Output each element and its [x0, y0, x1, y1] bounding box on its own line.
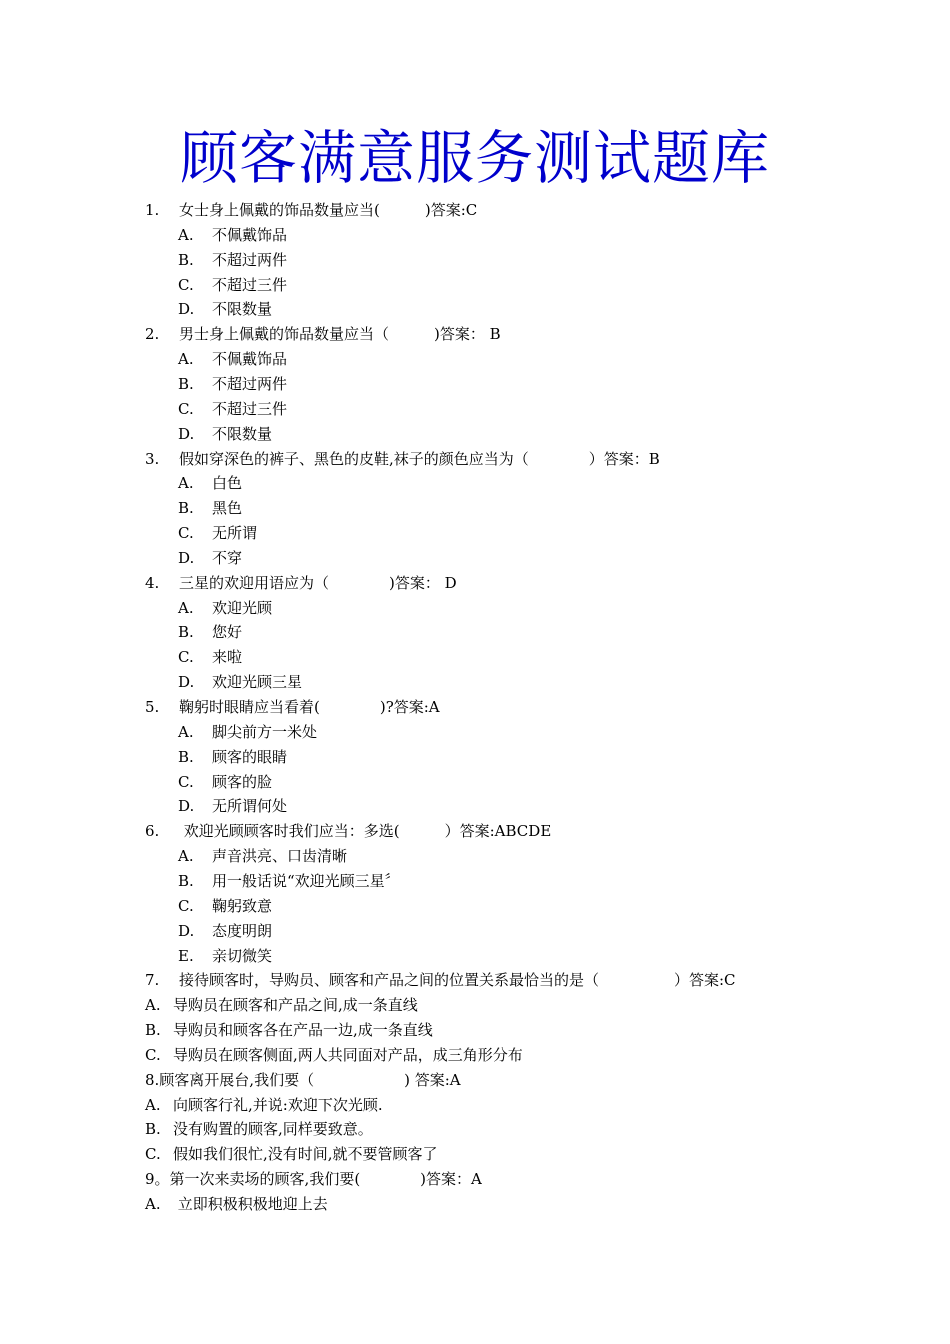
item-number: C. [178, 648, 194, 667]
item-number: D. [178, 300, 195, 319]
option-line [178, 546, 242, 571]
item-text: 导购员在顾客和产品之间,成一条直线 [173, 996, 418, 1015]
item-number: D. [178, 548, 195, 567]
item-text: 脚尖前方一米处 [212, 722, 318, 741]
option-line [178, 894, 272, 919]
option-line [178, 397, 287, 422]
item-text: 立即积极积极地迎上去 [173, 1195, 328, 1213]
question-line [145, 695, 440, 720]
question-line [145, 322, 501, 347]
option-line [178, 521, 257, 546]
item-number: B. [178, 623, 194, 642]
item-text: 男士身上佩戴的饰品数量应当（ )答案： B [179, 325, 501, 344]
option-line [178, 670, 302, 695]
item-text: 不限数量 [212, 300, 273, 319]
item-text: 亲切微笑 [212, 946, 273, 965]
item-number: A. [178, 722, 194, 741]
question-line [145, 447, 660, 472]
option-line [178, 794, 287, 819]
item-text: 不穿 [212, 548, 243, 567]
item-number: C. [178, 524, 194, 543]
item-number: D. [178, 921, 195, 940]
item-number: A. [178, 598, 194, 617]
item-number: B. [178, 250, 194, 269]
item-number: A. [145, 996, 161, 1015]
item-text: 三星的欢迎用语应为（ )答案： D [179, 573, 457, 592]
option-line [178, 471, 242, 496]
document-title: 顾客满意服务测试题库 [179, 124, 770, 192]
option-line [178, 720, 317, 745]
option-line [178, 372, 287, 397]
item-text: 态度明朗 [212, 921, 273, 940]
option-line [145, 993, 418, 1018]
item-text: 8.顾客离开展台,我们要（ ) 答案:A [145, 1070, 461, 1089]
option-line [178, 297, 272, 322]
option-line [178, 944, 272, 969]
item-text: 白色 [212, 474, 243, 493]
question-line [145, 819, 551, 844]
option-line [145, 1068, 461, 1093]
option-line [145, 1167, 482, 1192]
item-text: 向顾客行礼,并说:欢迎下次光顾. [173, 1095, 383, 1114]
item-text: 假如我们很忙,没有时间,就不要管顾客了 [173, 1145, 438, 1164]
option-line [145, 1018, 433, 1043]
item-text: 导购员和顾客各在产品一边,成一条直线 [173, 1021, 433, 1040]
item-text: 不超过两件 [212, 250, 288, 269]
item-number: 2. [145, 325, 160, 344]
item-number: C. [178, 275, 194, 294]
item-text: 欢迎光顾顾客时我们应当：多选( ）答案:ABCDE [179, 822, 552, 841]
item-number: 6. [145, 822, 160, 841]
option-line [178, 496, 242, 521]
option-line [178, 596, 272, 621]
item-text: 来啦 [212, 648, 243, 667]
item-text: 女士身上佩戴的饰品数量应当( )答案:C [179, 201, 478, 219]
item-text: 声音洪亮、口齿清晰 [212, 847, 348, 866]
item-text: 不超过两件 [212, 374, 288, 393]
option-line [178, 248, 287, 273]
item-number: 5. [145, 698, 160, 716]
question-line [145, 968, 736, 993]
item-number: A. [145, 1195, 161, 1213]
item-number: B. [145, 1021, 161, 1040]
item-number: D. [178, 797, 195, 816]
item-text: 导购员在顾客侧面,两人共同面对产品，成三角形分布 [173, 1045, 523, 1064]
item-text: 欢迎光顾三星 [212, 673, 303, 692]
item-number: C. [178, 399, 194, 418]
item-text: 用一般话说“欢迎光顾三星〞 [212, 871, 400, 890]
item-number: E. [178, 946, 194, 965]
option-line [178, 223, 287, 248]
item-text: 假如穿深色的裤子、黑色的皮鞋,袜子的颜色应当为（ ）答案：B [179, 449, 660, 468]
option-line [178, 347, 287, 372]
item-number: B. [178, 374, 194, 393]
item-text: 顾客的脸 [212, 772, 273, 791]
option-line [145, 1142, 438, 1167]
item-text: 顾客的眼睛 [212, 747, 288, 766]
item-number: 4. [145, 573, 160, 592]
option-line [178, 844, 347, 869]
option-line [178, 620, 242, 645]
item-text: 鞠躬致意 [212, 896, 273, 915]
question-line [145, 198, 477, 223]
item-number: A. [178, 350, 194, 369]
item-number: A. [178, 474, 194, 493]
item-number: A. [178, 225, 194, 244]
item-number: A. [178, 847, 194, 866]
item-number: B. [145, 1120, 161, 1139]
option-line [178, 645, 242, 670]
item-text: 接待顾客时，导购员、顾客和产品之间的位置关系最恰当的是（ ）答案:C [179, 971, 736, 990]
item-number: C. [178, 772, 194, 791]
option-line [178, 422, 272, 447]
item-number: 3. [145, 449, 160, 468]
option-line [145, 1043, 523, 1068]
option-line [178, 770, 272, 795]
item-text: 您好 [212, 623, 243, 642]
item-text: 9。第一次来卖场的顾客,我们要( )答案：A [145, 1170, 482, 1189]
item-text: 无所谓 [212, 524, 258, 543]
item-number: C. [178, 896, 194, 915]
item-number: 1. [145, 201, 160, 219]
item-text: 欢迎光顾 [212, 598, 273, 617]
item-text: 没有购置的顾客,同样要致意。 [173, 1120, 373, 1139]
item-text: 鞠躬时眼睛应当看着( )?答案:A [179, 698, 440, 716]
item-text: 不佩戴饰品 [212, 350, 288, 369]
option-line [178, 745, 287, 770]
item-number: D. [178, 424, 195, 443]
option-line [178, 919, 272, 944]
item-text: 不限数量 [212, 424, 273, 443]
option-line [145, 1192, 328, 1217]
option-line [178, 869, 400, 894]
option-line [145, 1117, 373, 1142]
item-text: 不佩戴饰品 [212, 225, 288, 244]
item-number: B. [178, 747, 194, 766]
option-line [178, 273, 287, 298]
item-number: A. [145, 1095, 161, 1114]
item-number: C. [145, 1045, 161, 1064]
item-number: D. [178, 673, 195, 692]
item-text: 不超过三件 [212, 399, 288, 418]
item-text: 黑色 [212, 499, 243, 518]
item-number: C. [145, 1145, 161, 1164]
item-text: 无所谓何处 [212, 797, 288, 816]
question-line [145, 571, 457, 596]
option-line [145, 1093, 383, 1118]
item-number: B. [178, 871, 194, 890]
item-number: B. [178, 499, 194, 518]
item-text: 不超过三件 [212, 275, 288, 294]
item-number: 7. [145, 971, 160, 990]
